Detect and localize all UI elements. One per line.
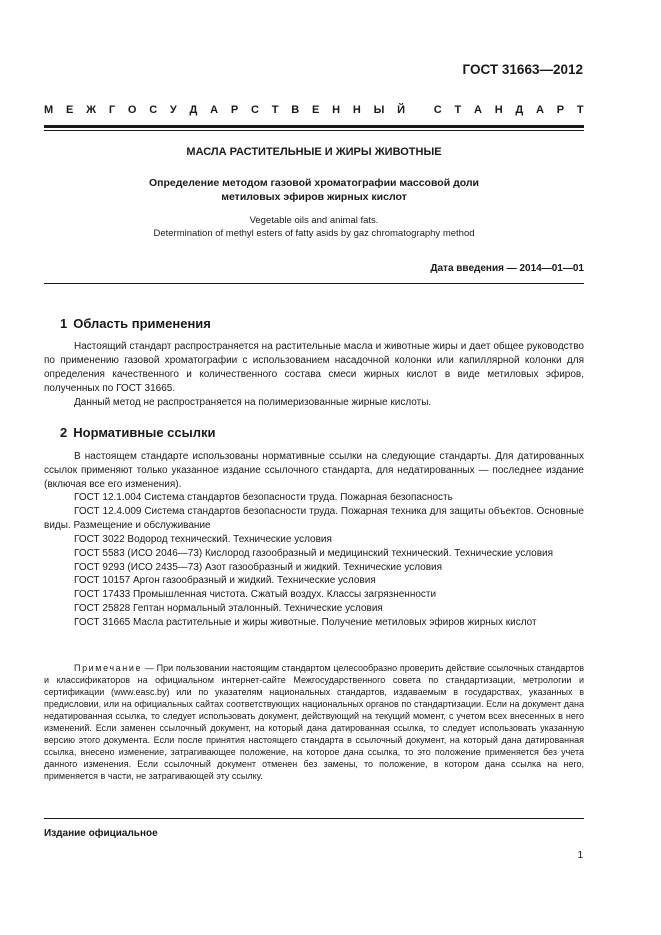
heading-letter: Ы — [373, 104, 385, 116]
section-2-number: 2 — [60, 425, 68, 440]
reference-item: ГОСТ 17433 Промышленная чистота. Сжатый воздух. Классы загрязненности — [74, 589, 437, 601]
heading-letter: Д — [515, 104, 524, 116]
references-list — [44, 491, 584, 630]
section-1-number: 1 — [60, 316, 68, 331]
heading-letter: С — [149, 104, 158, 116]
heading-letter: А — [473, 104, 482, 116]
document-title: МАСЛА РАСТИТЕЛЬНЫЕ И ЖИРЫ ЖИВОТНЫЕ — [186, 146, 442, 158]
document-subtitle — [44, 176, 584, 204]
subtitle-line-2: метиловых эфиров жирных кислот — [221, 191, 407, 203]
standard-number: ГОСТ 31663—2012 — [462, 62, 583, 77]
section-2-title: Нормативные ссылки — [73, 425, 216, 440]
section-2-heading — [60, 425, 215, 440]
heading-letter: Р — [230, 104, 239, 116]
heading-letter: Т — [454, 104, 462, 116]
heading-letter: Р — [556, 104, 565, 116]
footer-rule — [44, 818, 584, 819]
heading-letter: А — [536, 104, 544, 116]
heading-letter: А — [210, 104, 219, 116]
heading-letter: Т — [576, 104, 584, 116]
heading-letter: В — [291, 104, 300, 116]
subtitle-line-1: Определение методом газовой хроматографии массовой доли — [148, 177, 480, 189]
section-1-heading — [60, 316, 211, 331]
heading-letter: С — [251, 104, 259, 116]
official-edition-label: Издание официальное — [44, 828, 158, 839]
heading-letter: Н — [332, 104, 341, 116]
heading-letter: О — [127, 104, 137, 116]
english-title-line-2: Determination of methyl esters of fatty asids by gaz chromatography method — [153, 228, 475, 239]
note-label: Примечание — [74, 663, 143, 673]
date-rule — [44, 283, 584, 284]
reference-item: ГОСТ 5583 (ИСО 2046—73) Кислород газообразный и медицинский технический. Технические условия — [74, 547, 554, 559]
english-title-line-1: Vegetable oils and animal fats. — [249, 215, 379, 226]
section-1-title: Область применения — [73, 316, 211, 331]
standard-type-heading — [44, 104, 584, 116]
reference-item: ГОСТ 3022 Водород технический. Технические условия — [74, 533, 332, 545]
reference-item: ГОСТ 25828 Гептан нормальный эталонный. Технические условия — [74, 603, 383, 615]
reference-item: ГОСТ 10157 Аргон газообразный и жидкий. Технические условия — [74, 575, 376, 587]
heading-letter: Д — [189, 104, 198, 116]
heading-letter: Е — [65, 104, 74, 116]
note-text: — При пользовании настоящим стандартом целесообразно проверить действие ссылочных стандартов и классификаторов на официальном интернет-сайте Межгосударственного совета по стандартизации, метрологии и сертификации (www.easc.by) или по указателям национальных стандартов, издаваемым в государствах, указанных в предисловии, или на официальных сайтах соответствующих национальных органов по стандартизации. Если на документ дана недатированная ссылка, то следует использовать документ, действующий на текущий момент, с учетом всех внесенных в него изменений. Если заменен ссылочный документ, на который дана датированная ссылка, то следует использовать указанную версию этого документа. Если после принятия настоящего стандарта в ссылочный документ, на который дана датированная ссылка, внесено изменение, затрагивающее положение, на которое дана ссылка, то это положение применяется без учета данного изменения. Если ссылочный документ отменен без замены, то положение, в котором дана ссылка на него, применяется в части, не затрагивающей эту ссылку. — [44, 663, 584, 781]
heading-letter: Н — [352, 104, 361, 116]
heading-word-gap — [418, 104, 421, 116]
heading-letter: М — [44, 104, 54, 116]
reference-item: ГОСТ 31665 Масла растительные и жиры животные. Получение метиловых эфиров жирных кислот — [74, 617, 537, 629]
heading-letter: Ж — [86, 104, 97, 116]
header-rule-thick — [44, 125, 584, 128]
heading-letter: У — [169, 104, 177, 116]
heading-letter: Г — [108, 104, 116, 116]
page-number: 1 — [577, 850, 583, 861]
introduction-date: Дата введения — 2014—01—01 — [430, 263, 584, 274]
header-rule-thin — [44, 130, 584, 131]
reference-item: ГОСТ 9293 (ИСО 2435—73) Азот газообразный и жидкий. Технические условия — [74, 561, 443, 573]
references-note — [44, 662, 584, 782]
scope-paragraph-2: Данный метод не распространяется на полимеризованные жирные кислоты. — [74, 397, 432, 408]
heading-letter: Н — [494, 104, 503, 116]
scope-paragraph-1: Настоящий стандарт распространяется на растительные масла и животные жиры и дает общее руководство по применению газовой хроматографии с использованием насадочной колонки или капиллярной колонки для определения качественного и количественного состава смеси жирных кислот в виде метиловых эфиров, полученных по ГОСТ 31665. — [44, 341, 584, 394]
english-title — [44, 214, 584, 240]
reference-item: ГОСТ 12.1.004 Система стандартов безопасности труда. Пожарная безопасность — [74, 492, 453, 503]
heading-letter: Е — [312, 104, 320, 116]
reference-item: ГОСТ 12.4.009 Система стандартов безопасности труда. Пожарная техника для защиты объектов. Основные виды. Размещение и обслуживание — [44, 505, 584, 531]
references-intro: В настоящем стандарте использованы нормативные ссылки на следующие стандарты. Для датированных ссылок применяют только указанное издание ссылочного стандарта, для недатированных — последнее издание (включая все его изменения). — [44, 451, 584, 490]
heading-letter: Й — [397, 104, 406, 116]
heading-letter: С — [433, 104, 442, 116]
heading-letter: Т — [271, 104, 279, 116]
